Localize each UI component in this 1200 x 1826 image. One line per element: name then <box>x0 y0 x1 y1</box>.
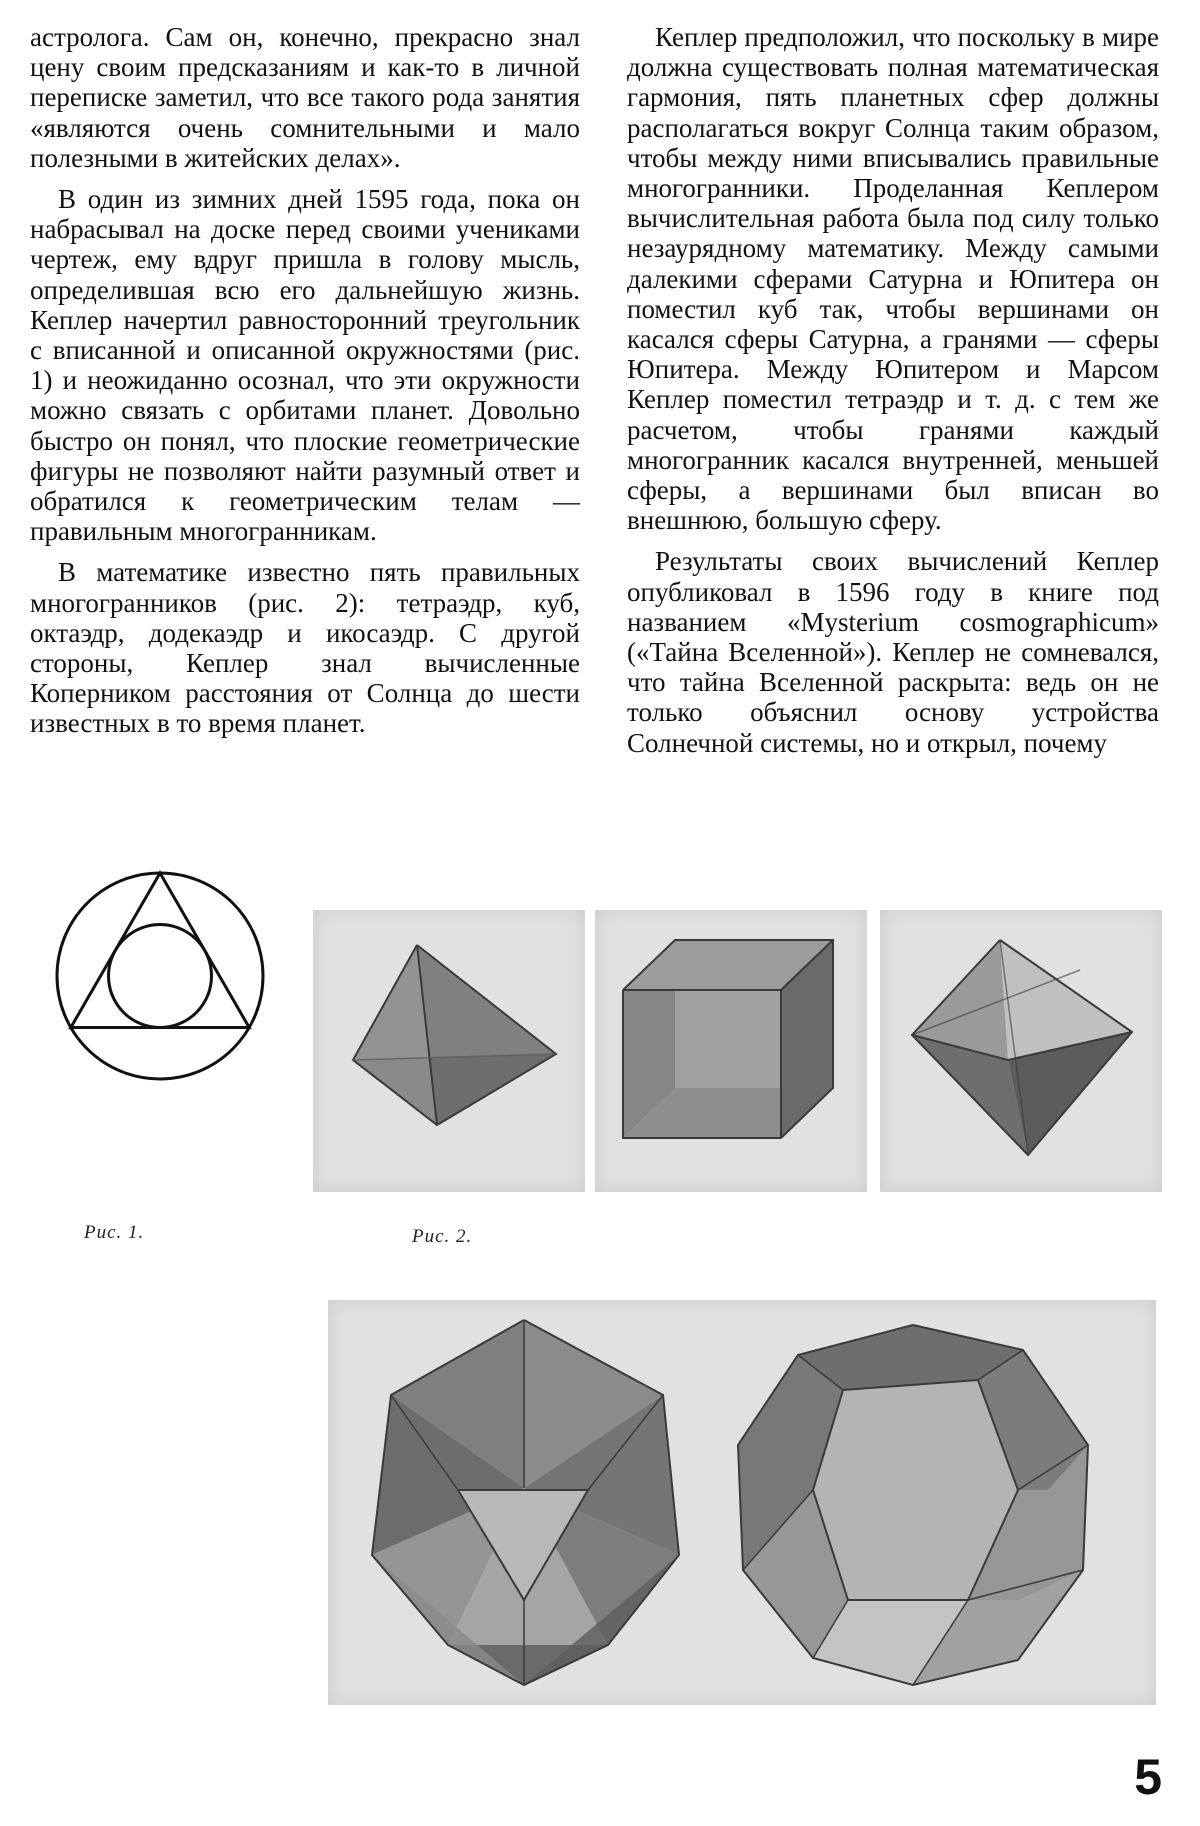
page-number: 5 <box>1134 1749 1162 1805</box>
cube-photo <box>595 910 867 1192</box>
figure-2-caption: Рис. 2. <box>412 1226 473 1247</box>
figure-1-caption: Рис. 1. <box>84 1222 145 1243</box>
text-column-right <box>627 22 1159 769</box>
paragraph: В один из зимних дней 1595 года, пока он набрасывал на доске перед своими учениками чертеж, ему вдруг пришла в голову мысль, определившая всю его дальнейшую жизнь. Кеплер начертил равносторонний треугольник с вписанной и описанной окружностями (рис. 1) и неожиданно осознал, что эти окружности можно связать с орбитами планет. Довольно быстро он понял, что плоские геометрические фигуры не позволяют найти разумный ответ и обратился к геометрическим телам — правильным многогранникам. <box>30 184 580 547</box>
paragraph: астролога. Сам он, конечно, прекрасно знал цену своим предсказаниям и как-то в личной переписке заметил, что все такого рода занятия «являются очень сомнительными и мало полезными в житейских делах». <box>30 22 580 173</box>
paragraph: Результаты своих вычислений Кеплер опубликовал в 1596 году в книге под названием «Mysterium cosmographicum» («Тайна Вселенной»). Кеплер не сомневался, что тайна Вселенной раскрыта: ведь он не только объяснил основу устройства Солнечной системы, но и открыл, почему <box>627 546 1159 758</box>
tetrahedron-photo <box>313 910 585 1192</box>
paragraph: В математике известно пять правильных многогранников (рис. 2): тетраэдр, куб, октаэдр, додекаэдр и икосаэдр. С другой стороны, Кеплер знал вычисленные Коперником расстояния от Солнца до шести известных в то время планет. <box>30 557 580 739</box>
octahedron-photo <box>880 910 1162 1192</box>
paragraph: Кеплер предположил, что поскольку в мире должна существовать полная математическая гармония, пять планетных сфер должны располагаться вокруг Солнца таким образом, чтобы между ними вписывались правильные многогранники. Проделанная Кеплером вычислительная работа была под силу только незаурядному математику. Между самыми далекими сферами Сатурна и Юпитера он поместил куб так, чтобы вершинами он касался сферы Сатурна, а гранями — сферы Юпитера. Между Юпитером и Марсом Кеплер поместил тетраэдр и т. д. с тем же расчетом, чтобы гранями каждый многогранник касался внутренней, меньшей сферы, а вершинами был вписан во внешнюю, большую сферу. <box>627 22 1159 536</box>
text-column-left <box>30 22 580 750</box>
icosahedron-dodecahedron-photo <box>328 1300 1156 1705</box>
figure-1-triangle-circles <box>52 868 268 1084</box>
